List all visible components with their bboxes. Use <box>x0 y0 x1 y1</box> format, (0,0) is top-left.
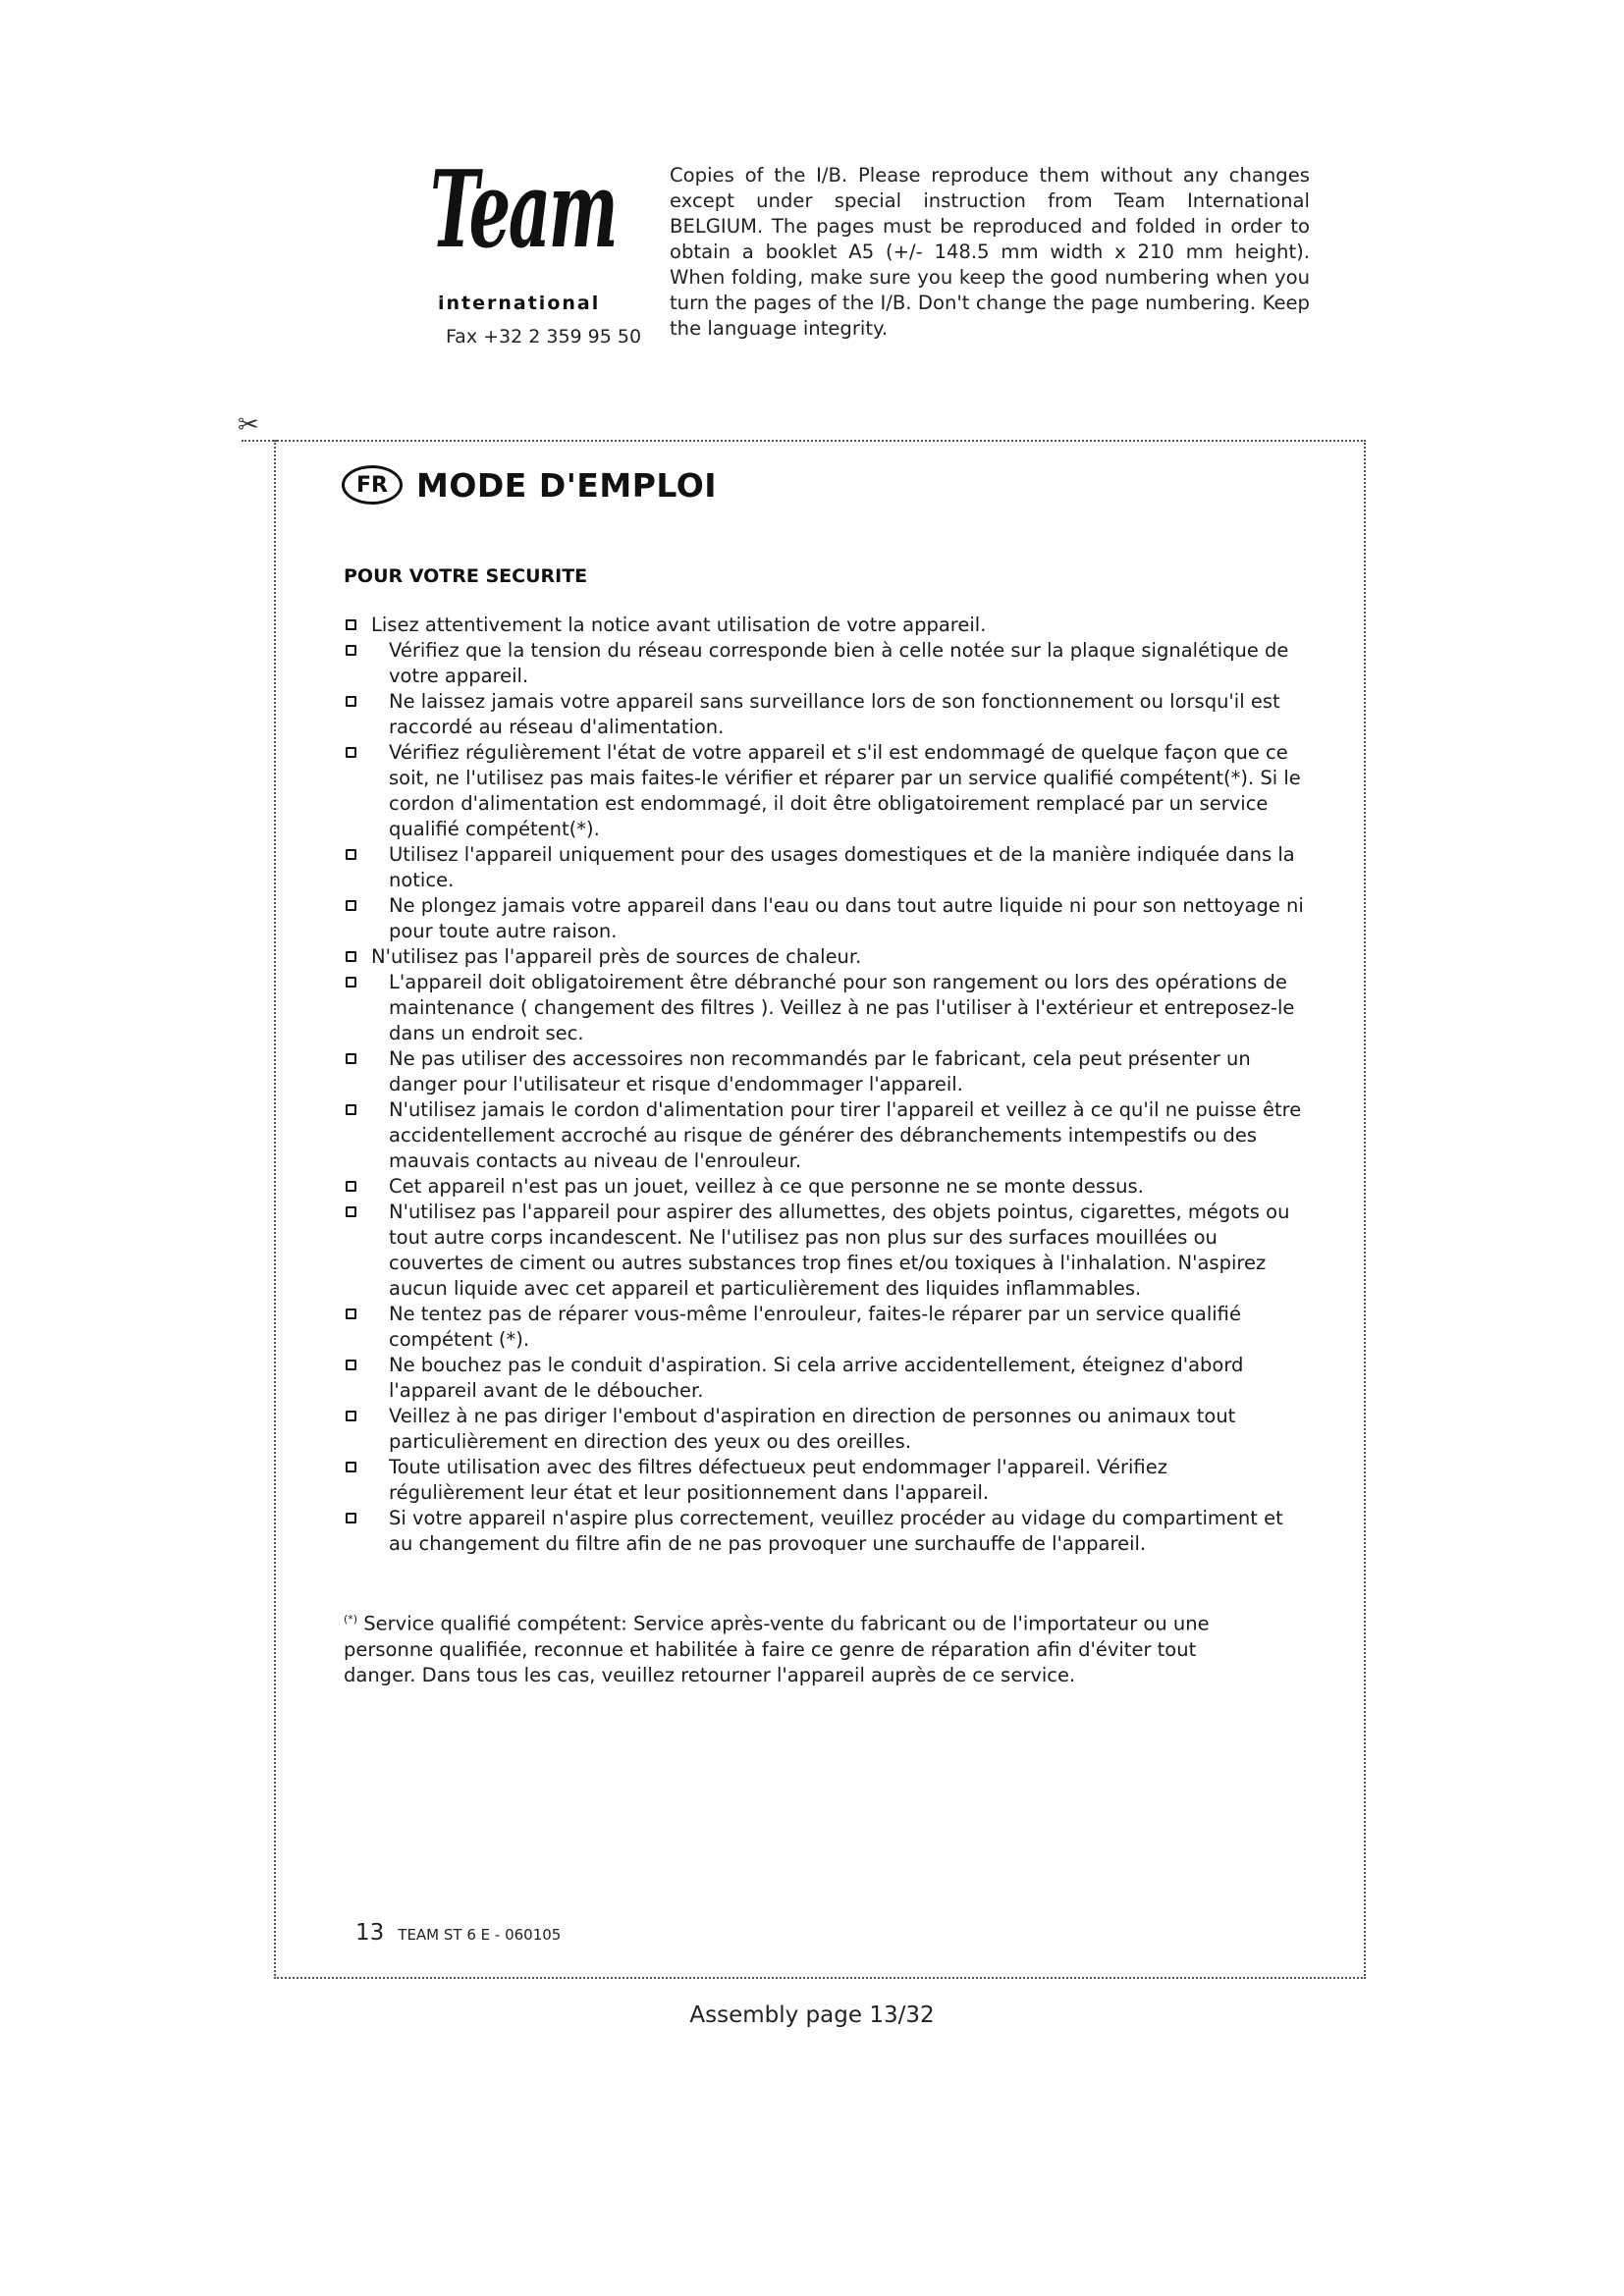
list-item-text: Ne laissez jamais votre appareil sans surveillance lors de son fonctionnement ou lorsqu'il est raccordé au réseau d'alimentation. <box>389 690 1280 738</box>
list-item <box>344 842 1306 893</box>
checkbox-bullet-icon <box>346 1053 356 1064</box>
list-item <box>344 1097 1306 1174</box>
list-item-text: N'utilisez jamais le cordon d'alimentation pour tirer l'appareil et veillez à ce qu'il ne puisse être accidentellement accroché au risque de générer des débranchements intempestifs ou des mauvais contacts au niveau de l'enrouleur. <box>389 1098 1302 1172</box>
logo-brand: Team <box>430 148 617 272</box>
page-number: 13 <box>355 1920 385 1946</box>
list-item <box>344 613 1306 638</box>
list-item-text: L'appareil doit obligatoirement être débranché pour son rangement ou lors des opérations de maintenance ( changement des filtres ). Veillez à ne pas l'utiliser à l'extérieur et entreposez-le dans un endroit sec. <box>389 971 1295 1044</box>
model-code: TEAM ST 6 E - 060105 <box>398 1926 562 1944</box>
list-item-text: Vérifiez régulièrement l'état de votre appareil et s'il est endommagé de quelque façon que ce soit, ne l'utilisez pas mais faites-le vérifier et réparer par un service qualifié compétent(*). Si le cordon d'alimentation est endommagé, il doit être obligatoirement remplacé par un service qualifié compétent(*). <box>389 741 1301 840</box>
list-item <box>344 740 1306 842</box>
reproduction-notice: Copies of the I/B. Please reproduce them without any changes except under special instruction from Team International BELGIUM. The pages must be reproduced and folded in order to obtain a booklet A5 (+/- 148.5 mm width x 210 mm height). When folding, make sure you keep the good numbering when you turn the pages of the I/B. Don't change the page numbering. Keep the language integrity. <box>670 164 1310 340</box>
footnote-text: Service qualifié compétent: Service après-vente du fabricant ou de l'importateur ou une personne qualifiée, reconnue et habilitée à faire ce genre de réparation afin d'éviter tout danger. Dans tous les cas, veuillez retourner l'appareil auprès de ce service. <box>344 1612 1210 1686</box>
list-item-text: Lisez attentivement la notice avant utilisation de votre appareil. <box>371 614 987 636</box>
checkbox-bullet-icon <box>346 1411 356 1421</box>
list-item-text: Ne bouchez pas le conduit d'aspiration. Si cela arrive accidentellement, éteignez d'abord l'appareil avant de le déboucher. <box>389 1354 1244 1402</box>
list-item <box>344 1353 1306 1404</box>
team-logo <box>420 148 646 347</box>
list-item <box>344 689 1306 740</box>
checkbox-bullet-icon <box>346 1206 356 1217</box>
checkbox-bullet-icon <box>346 1181 356 1192</box>
list-item <box>344 970 1306 1046</box>
list-item-text: Toute utilisation avec des filtres défectueux peut endommager l'appareil. Vérifiez régulièrement leur état et leur positionnement dans l'appareil. <box>389 1456 1167 1504</box>
fax-number: Fax +32 2 359 95 50 <box>446 326 642 347</box>
checkbox-bullet-icon <box>346 1308 356 1319</box>
checkbox-bullet-icon <box>346 849 356 860</box>
checkbox-bullet-icon <box>346 977 356 988</box>
list-item <box>344 1302 1306 1353</box>
checkbox-bullet-icon <box>346 619 356 630</box>
scissors-icon: ✂ <box>238 410 259 440</box>
list-item <box>344 1200 1306 1302</box>
section-title: POUR VOTRE SECURITE <box>344 565 588 587</box>
list-item-text: Si votre appareil n'aspire plus correctement, veuillez procéder au vidage du compartiment et au changement du filtre afin de ne pas provoquer une surchauffe de l'appareil. <box>389 1507 1283 1555</box>
safety-list <box>344 613 1306 1557</box>
checkbox-bullet-icon <box>346 747 356 758</box>
list-item <box>344 1046 1306 1097</box>
list-item-text: Vérifiez que la tension du réseau corresponde bien à celle notée sur la plaque signalétique de votre appareil. <box>389 639 1289 687</box>
logo-subtitle: international <box>438 293 601 314</box>
list-item <box>344 1455 1306 1506</box>
list-item <box>344 893 1306 944</box>
list-item-text: Veillez à ne pas diriger l'embout d'aspiration en direction de personnes ou animaux tout particulièrement en direction des yeux ou des oreilles. <box>389 1405 1236 1453</box>
page-title: MODE D'EMPLOI <box>416 465 718 505</box>
page-heading <box>342 465 717 505</box>
list-item <box>344 1506 1306 1557</box>
cut-line <box>242 440 277 442</box>
list-item-text: Ne tentez pas de réparer vous-même l'enrouleur, faites-le réparer par un service qualifié compétent (*). <box>389 1303 1241 1351</box>
checkbox-bullet-icon <box>346 1462 356 1472</box>
list-item <box>344 1174 1306 1200</box>
checkbox-bullet-icon <box>346 696 356 707</box>
list-item <box>344 944 1306 970</box>
list-item-text: Ne plongez jamais votre appareil dans l'eau ou dans tout autre liquide ni pour son nettoyage ni pour toute autre raison. <box>389 894 1304 942</box>
checkbox-bullet-icon <box>346 1513 356 1523</box>
assembly-page-label: Assembly page 13/32 <box>689 2002 935 2028</box>
checkbox-bullet-icon <box>346 645 356 656</box>
list-item <box>344 638 1306 689</box>
list-item-text: N'utilisez pas l'appareil près de sources de chaleur. <box>371 945 862 968</box>
checkbox-bullet-icon <box>346 900 356 911</box>
list-item-text: Utilisez l'appareil uniquement pour des usages domestiques et de la manière indiquée dans la notice. <box>389 843 1295 891</box>
list-item-text: N'utilisez pas l'appareil pour aspirer des allumettes, des objets pointus, cigarettes, mégots ou tout autre corps incandescent. Ne l'utilisez pas non plus sur des surfaces mouillées ou couvertes de ciment ou autres substances trop fines et/ou toxiques à l'inhalation. N'aspirez aucun liquide avec cet appareil et particulièrement des liquides inflammables. <box>389 1201 1290 1300</box>
checkbox-bullet-icon <box>346 951 356 962</box>
footnote-mark: (*) <box>344 1613 358 1626</box>
language-badge: FR <box>342 465 403 505</box>
footnote <box>344 1607 1257 1688</box>
page-footer <box>355 1920 561 1946</box>
list-item <box>344 1404 1306 1455</box>
checkbox-bullet-icon <box>346 1360 356 1370</box>
list-item-text: Cet appareil n'est pas un jouet, veillez à ce que personne ne se monte dessus. <box>389 1175 1144 1198</box>
checkbox-bullet-icon <box>346 1104 356 1115</box>
list-item-text: Ne pas utiliser des accessoires non recommandés par le fabricant, cela peut présenter un danger pour l'utilisateur et risque d'endommager l'appareil. <box>389 1047 1251 1095</box>
